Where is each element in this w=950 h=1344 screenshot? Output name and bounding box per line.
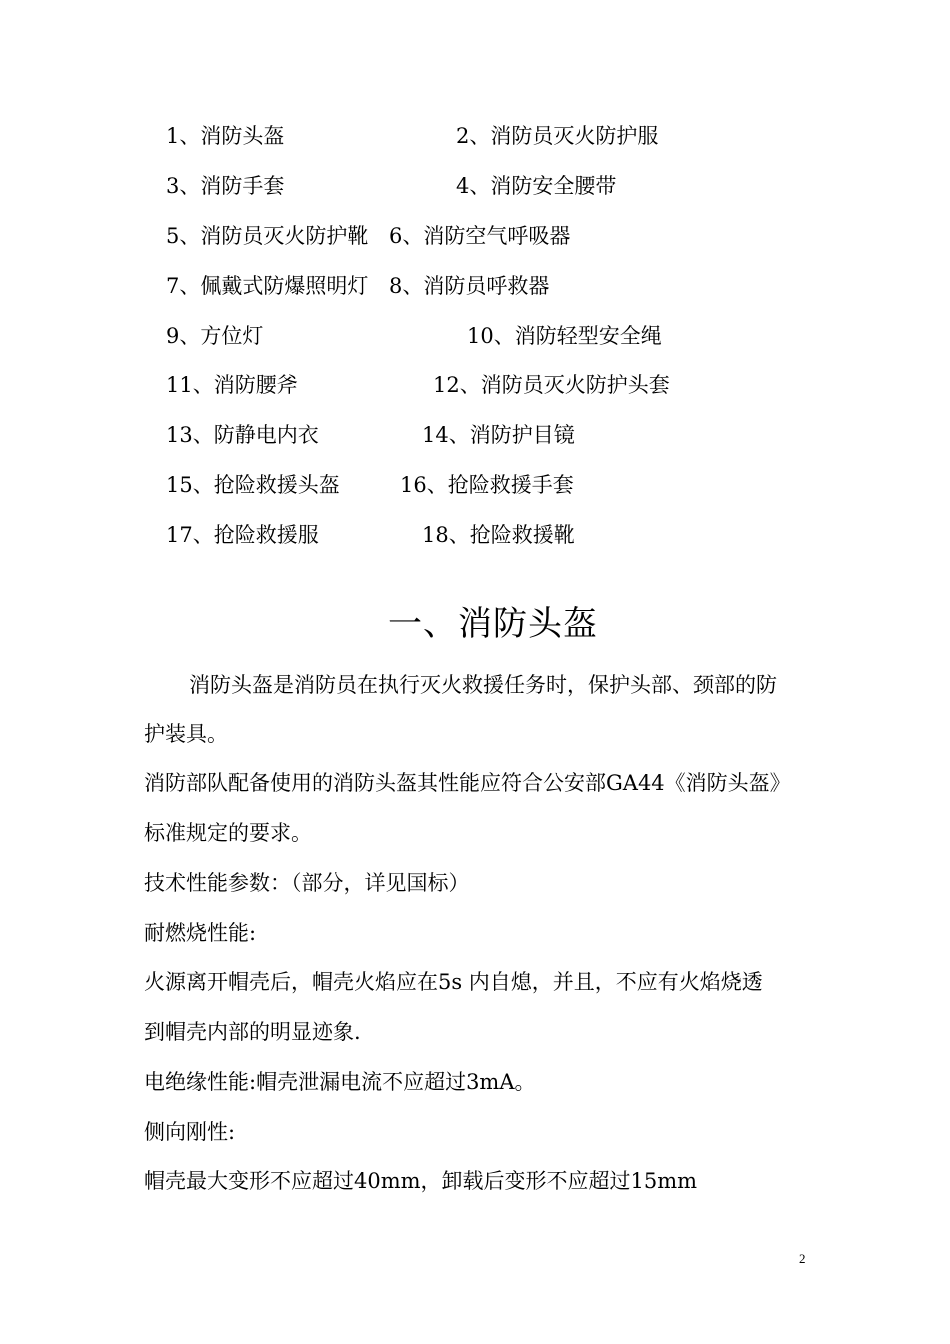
- list-item: 1、消防头盔: [166, 124, 285, 148]
- list-item: 8、消防员呼救器: [389, 274, 550, 298]
- list-item: 17、抢险救援服: [166, 523, 319, 547]
- list-item: 4、消防安全腰带: [456, 174, 617, 198]
- list-item: 9、方位灯: [166, 324, 264, 348]
- list-item: 5、消防员灭火防护靴: [166, 224, 369, 248]
- list-item: 6、消防空气呼吸器: [389, 224, 571, 248]
- page-number: 2: [799, 1251, 806, 1266]
- list-item: 13、防静电内衣: [166, 423, 319, 447]
- list-item: 3、消防手套: [166, 174, 285, 198]
- list-item: 2、消防员灭火防护服: [456, 124, 659, 148]
- list-item: 16、抢险救援手套: [400, 473, 574, 497]
- paragraph-line: 消防部队配备使用的消防头盔其性能应符合公安部GA44《消防头盔》: [144, 771, 791, 795]
- paragraph-line: 护装具。: [144, 722, 228, 746]
- list-item: 12、消防员灭火防护头套: [433, 373, 670, 397]
- paragraph-line: 技术性能参数：（部分，详见国标）: [144, 871, 470, 895]
- paragraph-line: 火源离开帽壳后，帽壳火焰应在5s 内自熄，并且，不应有火焰烧透: [144, 970, 763, 994]
- paragraph-line: 侧向刚性:: [144, 1120, 236, 1144]
- list-item: 18、抢险救援靴: [422, 523, 575, 547]
- paragraph-line: 电绝缘性能:帽壳泄漏电流不应超过3mA。: [144, 1070, 536, 1094]
- list-item: 11、消防腰斧: [166, 373, 298, 397]
- list-item: 14、消防护目镜: [422, 423, 575, 447]
- paragraph-line: 标准规定的要求。: [144, 821, 312, 845]
- section-heading: 一、消防头盔: [388, 604, 598, 644]
- paragraph-line: 到帽壳内部的明显迹象.: [144, 1020, 361, 1044]
- paragraph-line: 消防头盔是消防员在执行灭火救援任务时，保护头部、颈部的防: [189, 673, 777, 697]
- paragraph-line: 帽壳最大变形不应超过40mm，卸载后变形不应超过15mm: [144, 1169, 698, 1193]
- list-item: 10、消防轻型安全绳: [467, 324, 662, 348]
- list-item: 7、佩戴式防爆照明灯: [166, 274, 369, 298]
- list-item: 15、抢险救援头盔: [166, 473, 340, 497]
- paragraph-line: 耐燃烧性能:: [144, 921, 257, 945]
